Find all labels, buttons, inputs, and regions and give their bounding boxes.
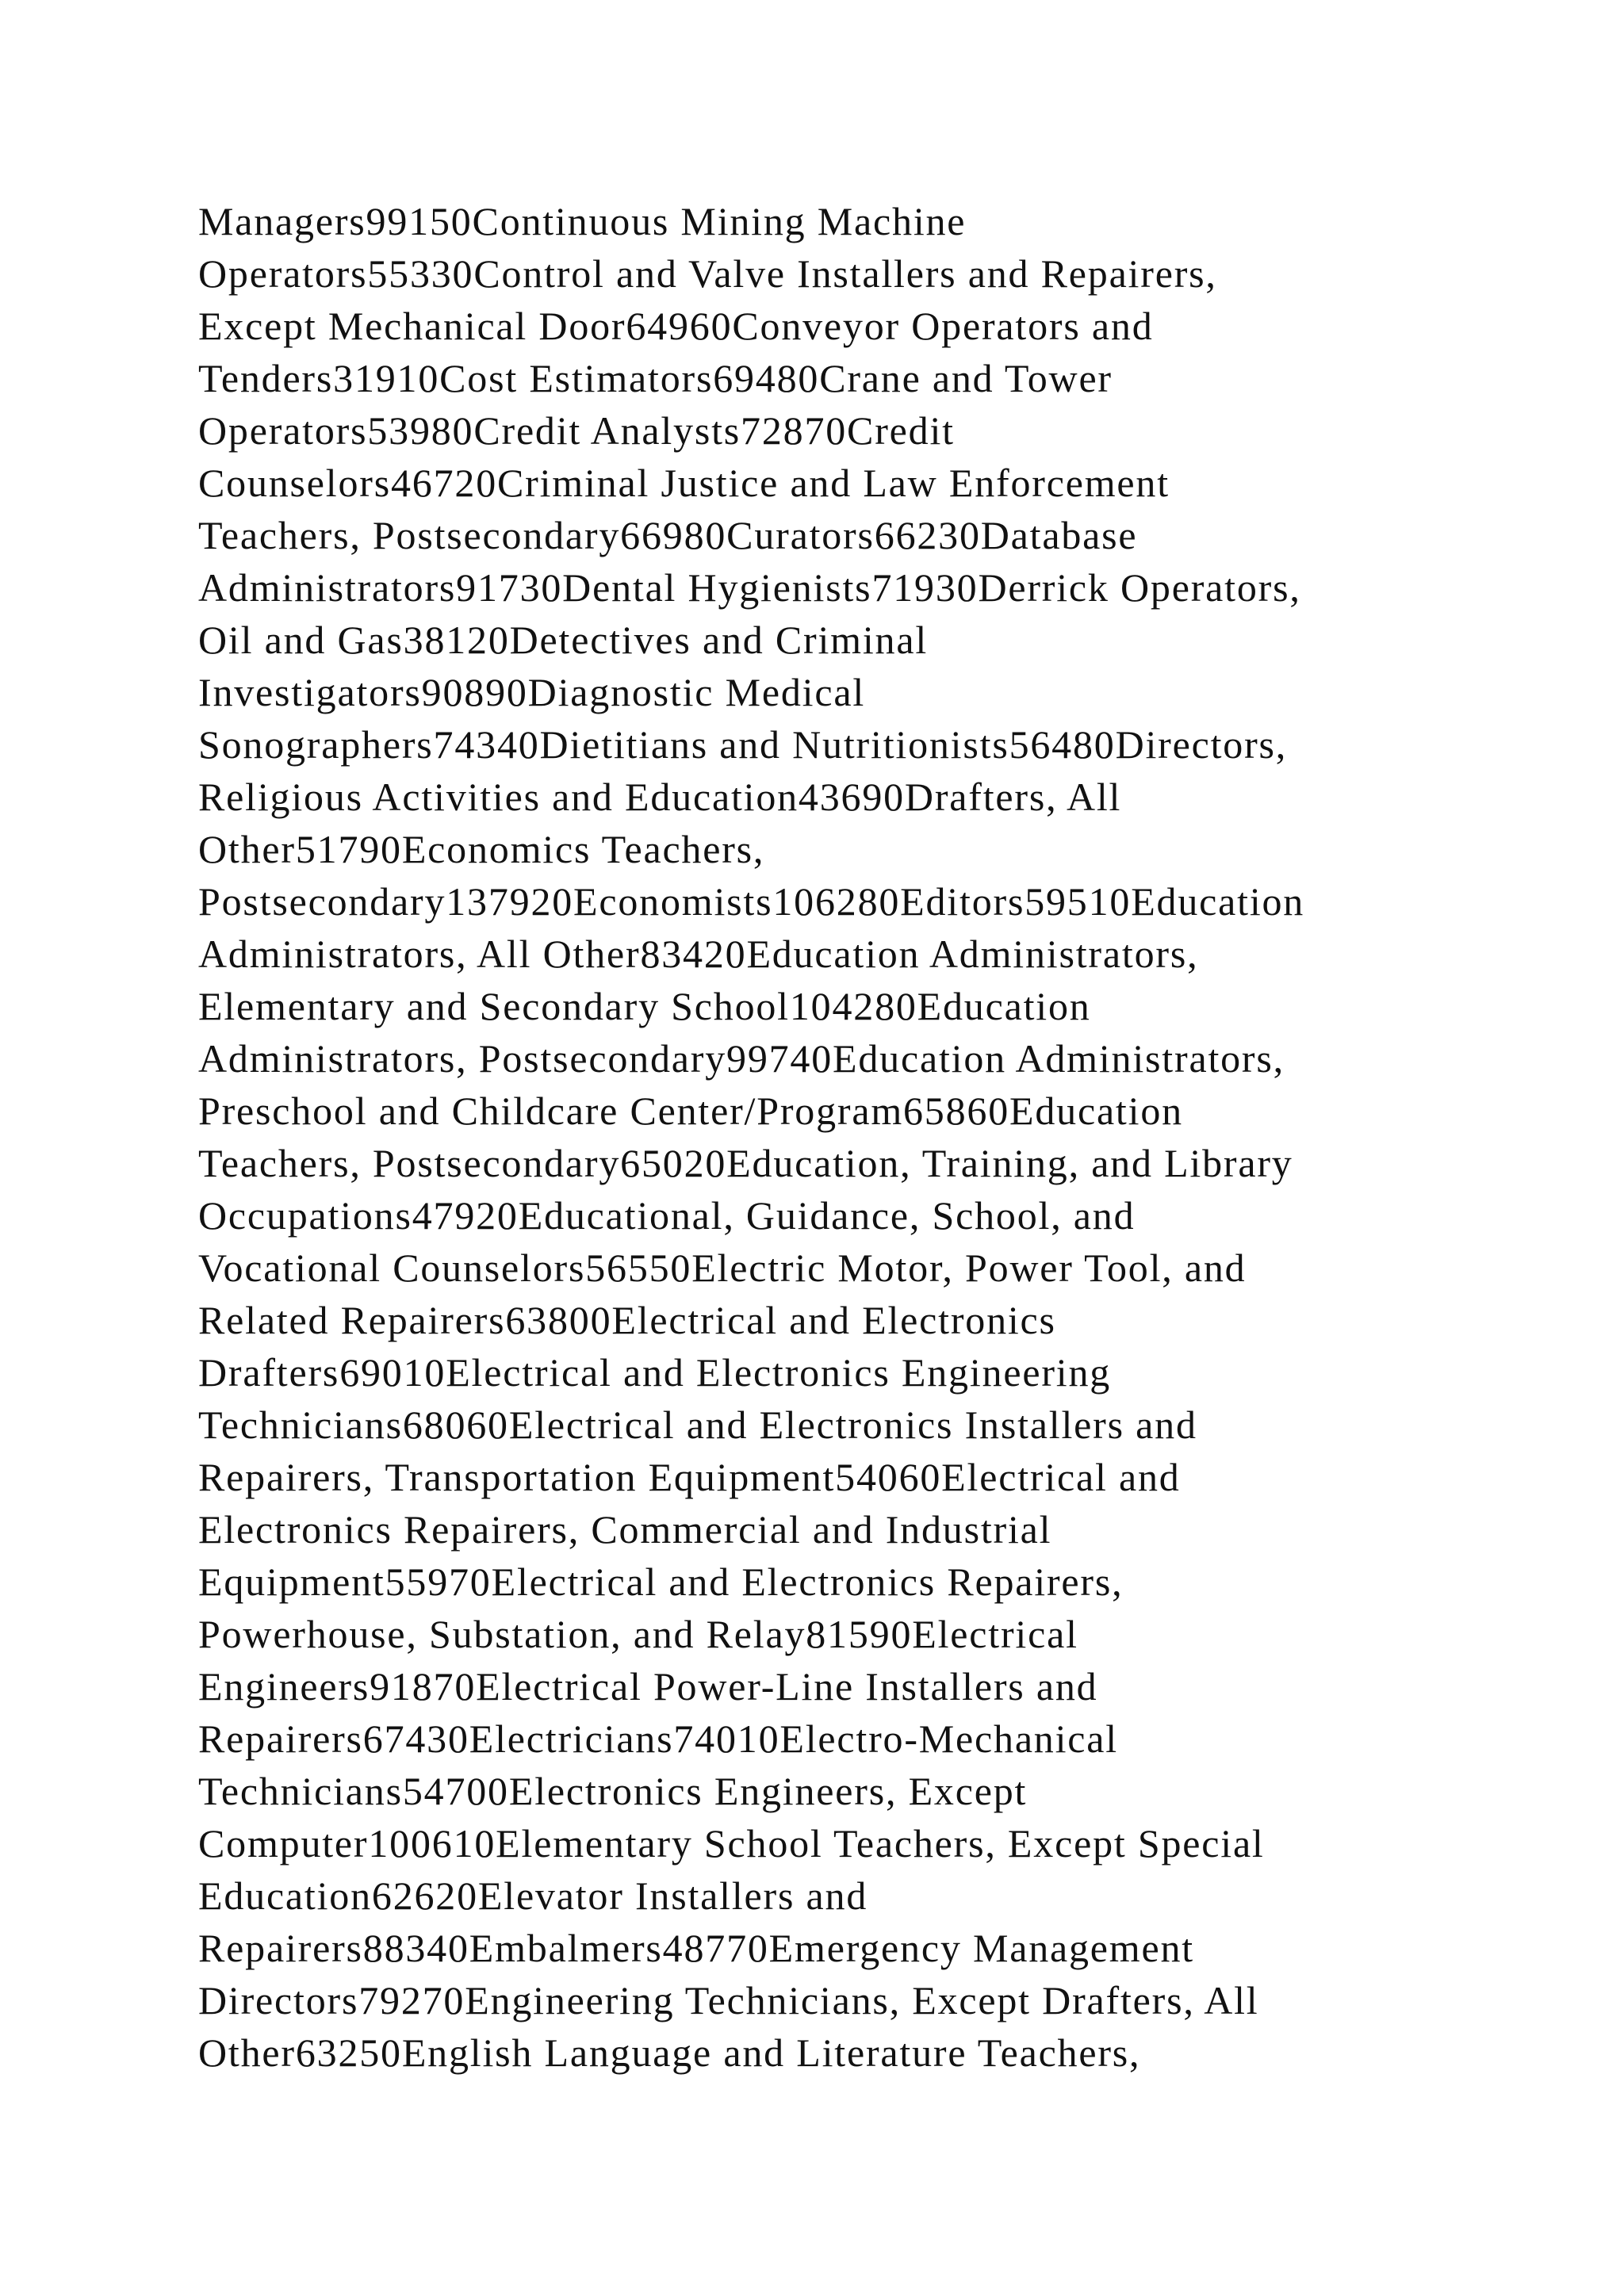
text-line: Technicians54700Electronics Engineers, Except (198, 1769, 1028, 1813)
text-line: Powerhouse, Substation, and Relay81590Electrical (198, 1612, 1078, 1656)
text-line: Other51790Economics Teachers, (198, 827, 765, 871)
text-line: Occupations47920Educational, Guidance, School, and (198, 1193, 1136, 1238)
text-line: Preschool and Childcare Center/Program65860Education (198, 1089, 1183, 1133)
text-line: Repairers, Transportation Equipment54060Electrical and (198, 1455, 1181, 1499)
text-line: Drafters69010Electrical and Electronics Engineering (198, 1350, 1112, 1395)
text-line: Except Mechanical Door64960Conveyor Operators and (198, 304, 1154, 348)
text-line: Administrators, Postsecondary99740Education Administrators, (198, 1036, 1285, 1081)
text-line: Repairers88340Embalmers48770Emergency Management (198, 1926, 1194, 1970)
text-line: Other63250English Language and Literature Teachers, (198, 2030, 1141, 2075)
text-line: Operators53980Credit Analysts72870Credit (198, 408, 955, 453)
text-line: Investigators90890Diagnostic Medical (198, 670, 866, 714)
text-line: Tenders31910Cost Estimators69480Crane and Tower (198, 356, 1113, 400)
text-line: Religious Activities and Education43690Drafters, All (198, 775, 1122, 819)
text-line: Oil and Gas38120Detectives and Criminal (198, 618, 929, 662)
text-line: Administrators91730Dental Hygienists71930Derrick Operators, (198, 565, 1301, 610)
text-line: Engineers91870Electrical Power-Line Installers and (198, 1664, 1098, 1709)
text-line: Teachers, Postsecondary65020Education, Training, and Library (198, 1141, 1293, 1185)
body-text (198, 195, 1435, 2079)
text-line: Computer100610Elementary School Teachers, Except Special (198, 1821, 1265, 1866)
text-line: Repairers67430Electricians74010Electro-Mechanical (198, 1716, 1118, 1761)
text-line: Equipment55970Electrical and Electronics Repairers, (198, 1559, 1124, 1604)
text-line: Technicians68060Electrical and Electronics Installers and (198, 1402, 1197, 1447)
text-line: Managers99150Continuous Mining Machine (198, 199, 967, 243)
text-line: Operators55330Control and Valve Installers and Repairers, (198, 251, 1217, 296)
text-line: Related Repairers63800Electrical and Electronics (198, 1298, 1056, 1342)
text-line: Electronics Repairers, Commercial and Industrial (198, 1507, 1052, 1552)
text-line: Counselors46720Criminal Justice and Law Enforcement (198, 461, 1170, 505)
text-line: Vocational Counselors56550Electric Motor, Power Tool, and (198, 1246, 1247, 1290)
text-line: Directors79270Engineering Technicians, Except Drafters, All (198, 1978, 1259, 2022)
text-line: Postsecondary137920Economists106280Editors59510Education (198, 879, 1305, 924)
text-line: Elementary and Secondary School104280Education (198, 984, 1091, 1028)
text-line: Teachers, Postsecondary66980Curators66230Database (198, 513, 1138, 557)
text-line: Sonographers74340Dietitians and Nutritionists56480Directors, (198, 722, 1288, 767)
text-line: Administrators, All Other83420Education Administrators, (198, 932, 1199, 976)
text-line: Education62620Elevator Installers and (198, 1873, 868, 1918)
